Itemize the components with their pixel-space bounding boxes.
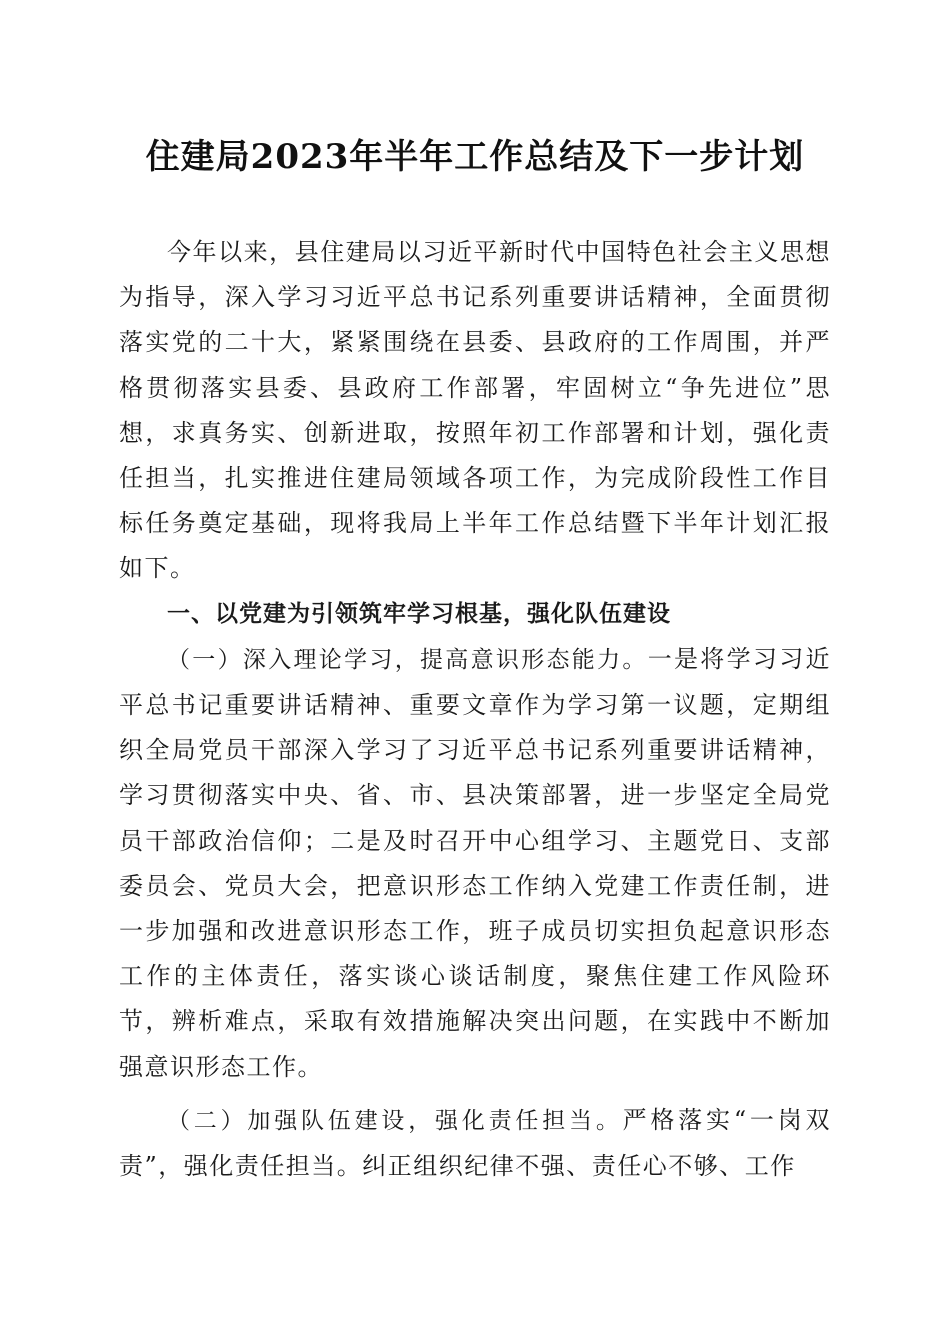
item-text-2: 严格落实“一岗双责”，强化责任担当。纠正组织纪律不强、责任心不够、工作 <box>119 1105 831 1181</box>
item-paragraph-2 <box>119 1098 831 1189</box>
intro-paragraph: 今年以来，县住建局以习近平新时代中国特色社会主义思想为指导，深入学习习近平总书记系列重要讲话精神，全面贯彻落实党的二十大，紧紧围绕在县委、县政府的工作周围，并严格贯彻落实县委、县政府工作部署，牢固树立“争先进位”思想，求真务实、创新进取，按照年初工作部署和计划，强化责任担当，扎实推进住建局领域各项工作，为完成阶段性工作目标任务奠定基础，现将我局上半年工作总结暨下半年计划汇报如下。 <box>119 238 831 583</box>
item-lead-1: （一）深入理论学习，提高意识形态能力。 <box>167 646 648 673</box>
item-paragraph-1 <box>119 637 831 1090</box>
document-title: 住建局2023年半年工作总结及下一步计划 <box>145 137 805 177</box>
section-heading: 一、以党建为引领筑牢学习根基，强化队伍建设 <box>167 600 671 627</box>
document-body <box>119 230 831 1189</box>
item-lead-2: （二）加强队伍建设，强化责任担当。 <box>167 1107 623 1134</box>
item-text-1: 一是将学习习近平总书记重要讲话精神、重要文章作为学习第一议题，定期组织全局党员干部深入学习了习近平总书记系列重要讲话精神，学习贯彻落实中央、省、市、县决策部署，进一步坚定全局党员干部政治信仰；二是及时召开中心组学习、主题党日、支部委员会、党员大会，把意识形态工作纳入党建工作责任制，进一步加强和改进意识形态工作，班子成员切实担负起意识形态工作的主体责任，落实谈心谈话制度，聚焦住建工作风险环节，辨析难点，采取有效措施解决突出问题，在实践中不断加强意识形态工作。 <box>119 644 832 1081</box>
